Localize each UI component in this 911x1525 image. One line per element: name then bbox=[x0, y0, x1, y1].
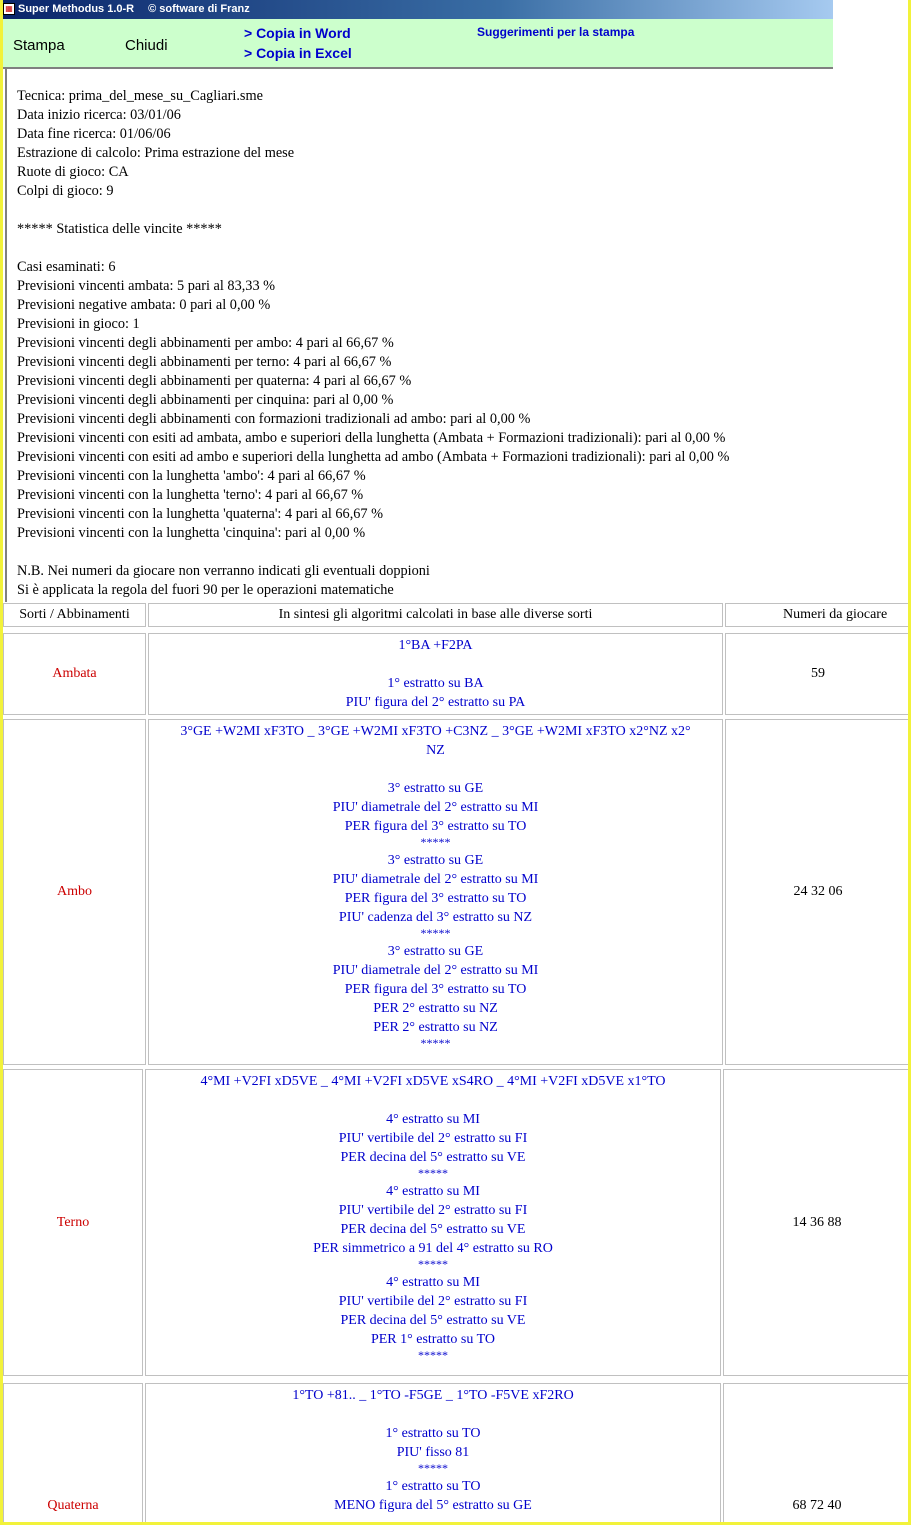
copy-to-word-link[interactable]: > Copia in Word bbox=[244, 25, 351, 41]
report-line: ***** Statistica delle vincite ***** bbox=[17, 221, 222, 237]
algo-line: ***** bbox=[420, 926, 451, 940]
report-line: Previsioni vincenti degli abbinamenti per quaterna: 4 pari al 66,67 % bbox=[17, 373, 412, 389]
header-numeri: Numeri da giocare bbox=[725, 603, 911, 627]
algo-line: PIU' fisso 81 bbox=[396, 1445, 470, 1460]
algo-line: PER decina del 5° estratto su VE bbox=[340, 1313, 526, 1328]
algo-line: 1° estratto su TO bbox=[385, 1479, 481, 1494]
report-line: Previsioni vincenti con la lunghetta 'terno': 4 pari al 66,67 % bbox=[17, 487, 364, 503]
algo-line: PER decina del 5° estratto su VE bbox=[340, 1150, 526, 1165]
report-line: Casi esaminati: 6 bbox=[17, 259, 116, 275]
report-blank-line bbox=[17, 543, 833, 562]
toolbar bbox=[3, 19, 833, 69]
window-credit: © software di Franz bbox=[148, 3, 250, 15]
app-icon: ▦ bbox=[3, 3, 15, 15]
algo-line: PIU' figura del 2° estratto su PA bbox=[345, 695, 526, 710]
report-line: Previsioni vincenti con esiti ad ambata, ambo e superiori della lunghetta (Ambata + Formazioni tradizionali): pari al 0,00 % bbox=[17, 430, 726, 446]
algo-line: PIU' vertibile del 2° estratto su FI bbox=[338, 1203, 528, 1218]
algo-line: PER decina del 5° estratto su VE bbox=[340, 1222, 526, 1237]
algo-line: PIU' diametrale del 2° estratto su MI bbox=[332, 872, 539, 887]
copy-to-excel-link[interactable]: > Copia in Excel bbox=[244, 45, 352, 61]
report-text bbox=[5, 69, 833, 602]
algo-line: 3° estratto su GE bbox=[387, 781, 484, 796]
window-title: Super Methodus 1.0-R bbox=[18, 3, 135, 15]
algo-line: 4° estratto su MI bbox=[386, 1112, 480, 1127]
report-line: Previsioni negative ambata: 0 pari al 0,00 % bbox=[17, 297, 271, 313]
row-label-quaterna-text: Quaterna bbox=[47, 1498, 99, 1513]
algo-blank-line bbox=[149, 760, 722, 779]
algo-line: PIU' vertibile del 2° estratto su FI bbox=[338, 1294, 528, 1309]
algo-line: 4°MI +V2FI xD5VE _ 4°MI +V2FI xD5VE xS4RO _ 4°MI +V2FI xD5VE x1°TO bbox=[200, 1074, 666, 1089]
close-button[interactable]: Chiudi bbox=[125, 37, 168, 54]
algo-line: 4° estratto su MI bbox=[386, 1275, 480, 1290]
algo-line: 1°TO +81.. _ 1°TO -F5GE _ 1°TO -F5VE xF2RO bbox=[292, 1388, 574, 1403]
algo-blank-line bbox=[149, 655, 722, 674]
algo-line: ***** bbox=[418, 1348, 448, 1362]
report-line: Previsioni vincenti con la lunghetta 'ambo': 4 pari al 66,67 % bbox=[17, 468, 366, 484]
report-line: Previsioni vincenti degli abbinamenti per cinquina: pari al 0,00 % bbox=[17, 392, 394, 408]
report-line: Previsioni vincenti degli abbinamenti per terno: 4 pari al 66,67 % bbox=[17, 354, 392, 370]
algo-line: PIU' diametrale del 2° estratto su MI bbox=[332, 963, 539, 978]
algo-line: ***** bbox=[418, 1461, 448, 1475]
report-line: N.B. Nei numeri da giocare non verranno indicati gli eventuali doppioni bbox=[17, 563, 430, 579]
report-line: Previsioni vincenti con la lunghetta 'cinquina': pari al 0,00 % bbox=[17, 525, 366, 541]
row-numbers-ambo: 24 32 06 bbox=[725, 719, 911, 1065]
algo-line: MENO figura del 5° estratto su GE bbox=[334, 1498, 532, 1513]
algo-line: 1° estratto su BA bbox=[387, 676, 484, 691]
report-line: Estrazione di calcolo: Prima estrazione del mese bbox=[17, 145, 295, 161]
algo-line: PER figura del 3° estratto su TO bbox=[344, 891, 527, 906]
row-label-ambata: Ambata bbox=[3, 633, 146, 715]
algo-line: 3° estratto su GE bbox=[387, 853, 484, 868]
algo-line: ***** bbox=[418, 1166, 448, 1180]
print-tips-link[interactable]: Suggerimenti per la stampa bbox=[477, 25, 635, 39]
algo-line: PIU' vertibile del 2° estratto su FI bbox=[338, 1131, 528, 1146]
algo-blank-line bbox=[146, 1405, 720, 1424]
algo-line: NZ bbox=[426, 743, 445, 758]
row-numbers-quaterna bbox=[723, 1383, 911, 1525]
algo-line: ***** bbox=[420, 835, 451, 849]
row-algo-ambo bbox=[148, 719, 723, 1065]
title-bar bbox=[0, 0, 833, 19]
algo-blank-line bbox=[146, 1091, 720, 1110]
report-blank-line bbox=[17, 239, 833, 258]
algo-line: PER 2° estratto su NZ bbox=[373, 1020, 498, 1035]
algo-line: ***** bbox=[418, 1257, 448, 1271]
row-algo-ambata bbox=[148, 633, 723, 715]
report-line: Previsioni vincenti con la lunghetta 'quaterna': 4 pari al 66,67 % bbox=[17, 506, 384, 522]
algo-line: 1°BA +F2PA bbox=[398, 638, 473, 653]
header-sorti: Sorti / Abbinamenti bbox=[3, 603, 146, 627]
report-line: Previsioni vincenti ambata: 5 pari al 83,33 % bbox=[17, 278, 276, 294]
report-blank-line bbox=[17, 201, 833, 220]
print-button[interactable]: Stampa bbox=[13, 37, 65, 54]
row-algo-quaterna bbox=[145, 1383, 721, 1525]
report-line: Previsioni vincenti degli abbinamenti per ambo: 4 pari al 66,67 % bbox=[17, 335, 394, 351]
report-line: Previsioni vincenti degli abbinamenti con formazioni tradizionali ad ambo: pari al 0,00 % bbox=[17, 411, 531, 427]
algo-line: ***** bbox=[420, 1036, 451, 1050]
header-algoritmi: In sintesi gli algoritmi calcolati in base alle diverse sorti bbox=[148, 603, 723, 627]
algo-line: PIU' diametrale del 2° estratto su MI bbox=[332, 800, 539, 815]
algo-line: 3° estratto su GE bbox=[387, 944, 484, 959]
report-line: Previsioni vincenti con esiti ad ambo e superiori della lunghetta ad ambo (Ambata + Formazioni tradizionali): pari al 0,00 % bbox=[17, 449, 730, 465]
row-numbers-ambata: 59 bbox=[725, 633, 911, 715]
row-label-terno: Terno bbox=[3, 1069, 143, 1376]
report-line: Data fine ricerca: 01/06/06 bbox=[17, 126, 171, 142]
report-line: Si è applicata la regola del fuori 90 per le operazioni matematiche bbox=[17, 582, 394, 598]
report-line: Previsioni in gioco: 1 bbox=[17, 316, 140, 332]
algo-line: 1° estratto su TO bbox=[385, 1426, 481, 1441]
algo-line: PIU' cadenza del 3° estratto su NZ bbox=[338, 910, 533, 925]
algo-line: PER simmetrico a 91 del 4° estratto su RO bbox=[313, 1241, 553, 1256]
algo-line: PER figura del 3° estratto su TO bbox=[344, 982, 527, 997]
row-numbers-quaterna-text: 68 72 40 bbox=[792, 1498, 842, 1513]
algo-line: PER 1° estratto su TO bbox=[370, 1332, 496, 1347]
report-line: Colpi di gioco: 9 bbox=[17, 183, 114, 199]
algo-line: PER 2° estratto su NZ bbox=[373, 1001, 498, 1016]
algo-line: 4° estratto su MI bbox=[386, 1184, 480, 1199]
row-numbers-terno: 14 36 88 bbox=[723, 1069, 911, 1376]
row-algo-terno bbox=[145, 1069, 721, 1376]
report-line: Tecnica: prima_del_mese_su_Cagliari.sme bbox=[17, 88, 263, 104]
row-label-ambo: Ambo bbox=[3, 719, 146, 1065]
report-line: Ruote di gioco: CA bbox=[17, 164, 129, 180]
algo-line: 3°GE +W2MI xF3TO _ 3°GE +W2MI xF3TO +C3NZ _ 3°GE +W2MI xF3TO x2°NZ x2° bbox=[180, 724, 691, 739]
row-label-quaterna bbox=[3, 1383, 143, 1525]
report-line: Data inizio ricerca: 03/01/06 bbox=[17, 107, 181, 123]
algo-line: PER figura del 3° estratto su TO bbox=[344, 819, 527, 834]
